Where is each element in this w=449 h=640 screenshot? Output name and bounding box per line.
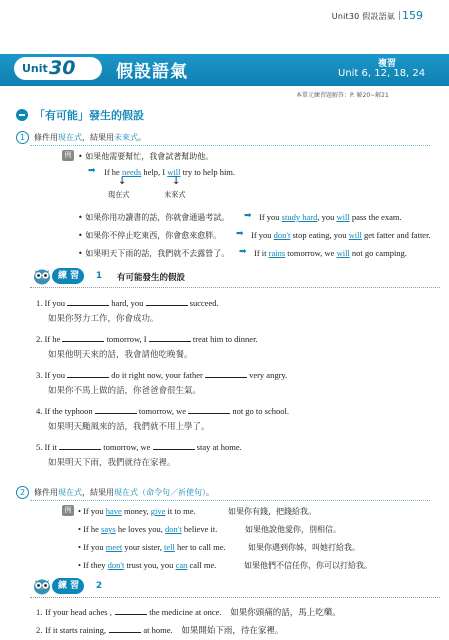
answer-blank[interactable] [153, 441, 195, 450]
text-part: call me. [187, 560, 217, 570]
practice-question [36, 441, 242, 452]
owl-icon [32, 267, 52, 285]
verb-underlined: can [175, 560, 188, 570]
practice-question [36, 297, 219, 308]
verb-underlined: needs [121, 167, 142, 177]
label-present: 現在式 [108, 190, 130, 199]
bullet-zh: 如果你遇到你姊，叫她打給我。 [248, 543, 360, 552]
practice-divider [30, 287, 440, 288]
text-part: help, I [141, 167, 168, 177]
answer-blank[interactable] [149, 333, 191, 342]
question-number: 3. [36, 370, 43, 380]
answer-blank[interactable] [62, 333, 104, 342]
text-part: he loves you, [115, 524, 166, 534]
question-text: tomorrow, we [103, 442, 151, 452]
question-number: 2. [36, 625, 43, 635]
section-title: 「有可能」發生的假設 [34, 109, 144, 122]
question-translation: 如果明天颱風來的話，我們就不用上學了。 [48, 422, 210, 432]
answer-blank[interactable] [67, 297, 109, 306]
running-title: Unit30 假設語氣 [331, 12, 395, 21]
bullet-en [78, 560, 216, 570]
rule-text-part: ，結果用 [82, 488, 114, 497]
answer-blank[interactable] [146, 297, 188, 306]
question-translation: 如果你頭痛的話，馬上吃藥。 [230, 608, 341, 618]
question-text: at home. [143, 625, 173, 635]
text-part: If it [254, 248, 269, 258]
bullet-zh: • 如果你不停止吃東西，你會愈來愈胖。 [78, 231, 222, 240]
practice-question [36, 624, 283, 636]
verb-underlined: don't [165, 524, 182, 534]
rule-keyword: 未來式 [114, 133, 138, 142]
practice-label: 練 習 [52, 578, 84, 594]
rule-divider [30, 500, 430, 501]
question-text: If you [44, 298, 66, 308]
practice-question [36, 405, 289, 416]
practice-question [36, 333, 258, 344]
text-part: If you [251, 230, 274, 240]
text-part: • If you [78, 542, 106, 552]
rule-text [34, 487, 214, 498]
verb-underlined: give [150, 506, 166, 516]
bullet-en [254, 248, 407, 258]
bullet-en [251, 230, 431, 240]
question-text: If he [44, 334, 61, 344]
text-part: get fatter and fatter. [361, 230, 431, 240]
question-text: succeed. [189, 298, 219, 308]
practice-title: 有可能發生的假設 [117, 273, 186, 283]
verb-underlined: rains [268, 248, 286, 258]
question-text: If the typhoon [44, 406, 93, 416]
minus-circle-icon [16, 109, 28, 121]
header-separator [399, 11, 400, 20]
question-translation: 如果明天下雨，我們就待在家裡。 [48, 458, 176, 468]
answer-blank[interactable] [188, 405, 230, 414]
practice-divider [30, 597, 440, 598]
rule-text-part: 條件用 [34, 133, 58, 142]
verb-underlined: don't [273, 230, 291, 240]
answer-blank[interactable] [115, 606, 147, 615]
text-part: your sister, [122, 542, 164, 552]
unit-number: 30 [49, 57, 76, 79]
label-future: 未來式 [164, 190, 186, 199]
verb-underlined: tell [163, 542, 175, 552]
answer-blank[interactable] [109, 624, 141, 633]
text-part: try to help him. [180, 167, 236, 177]
bullet-en [78, 506, 196, 516]
text-part: • If they [78, 560, 108, 570]
down-arrow-icon: ↓ [118, 176, 127, 187]
verb-underlined: will [167, 167, 181, 177]
owl-icon [32, 577, 52, 595]
answer-blank[interactable] [205, 369, 247, 378]
rule-text-part: 。 [138, 133, 146, 142]
review-label: 複習 [378, 59, 397, 69]
verb-underlined: will [348, 230, 362, 240]
practice-question [36, 606, 341, 618]
arrow-right-icon: ➡ [239, 247, 247, 257]
rule-number: 1 [16, 131, 29, 144]
arrow-right-icon: ➡ [88, 166, 96, 176]
question-number: 1. [36, 298, 43, 308]
bullet-en [78, 542, 226, 552]
practice-label: 練 習 [52, 268, 84, 284]
bullet-zh: 如果他們不信任你，你可以打給我。 [244, 561, 372, 570]
text-part: If you [259, 212, 282, 222]
question-number: 5. [36, 442, 43, 452]
question-text: the medicine at once. [149, 607, 222, 617]
practice-number: 1 [92, 269, 106, 283]
rule-keyword: 現在式（命令句／祈使句） [114, 488, 206, 497]
verb-underlined: have [105, 506, 122, 516]
practice-number: 2 [92, 579, 106, 593]
question-text: very angry. [249, 370, 288, 380]
question-number: 2. [36, 334, 43, 344]
verb-underlined: don't [107, 560, 125, 570]
question-number: 4. [36, 406, 43, 416]
question-text: tomorrow, I [106, 334, 147, 344]
question-text: If you [44, 370, 66, 380]
bullet-en [259, 212, 402, 222]
bullet-en [78, 524, 217, 534]
question-text: do it right now, your father [111, 370, 203, 380]
text-part: • If you [78, 506, 106, 516]
text-part: stop eating, you [290, 230, 349, 240]
question-text: If it [44, 442, 58, 452]
rule-text-part: 。 [206, 488, 214, 497]
text-part: money, [121, 506, 151, 516]
verb-underlined: meet [105, 542, 123, 552]
bullet-zh: 如果他說他愛你，別相信。 [245, 525, 341, 534]
text-part: pass the exam. [349, 212, 402, 222]
answer-blank[interactable] [95, 405, 137, 414]
example-tag: 例 [62, 505, 74, 516]
answer-blank[interactable] [59, 441, 101, 450]
question-translation: 如果開始下雨，待在家裡。 [181, 626, 284, 636]
verb-underlined: says [101, 524, 116, 534]
rule-text [34, 132, 146, 143]
verb-underlined: will [336, 212, 350, 222]
text-part: believe it. [181, 524, 218, 534]
bullet-zh: • 如果明天下雨的話，我們就不去露營了。 [78, 249, 230, 258]
question-text: stay at home. [196, 442, 242, 452]
rule-keyword: 現在式 [58, 133, 82, 142]
chapter-title: 假設語氣 [116, 62, 188, 82]
rule-text-part: ，結果用 [82, 133, 114, 142]
question-text: If it starts raining, [45, 625, 106, 635]
verb-underlined: will [336, 248, 350, 258]
question-translation: 如果他明天來的話，我會請他吃晚餐。 [48, 350, 193, 360]
text-part: it to me. [165, 506, 196, 516]
question-translation: 如果你不馬上做的話，你爸爸會很生氣。 [48, 386, 202, 396]
question-text: If your head aches , [45, 607, 112, 617]
review-units: Unit 6, 12, 18, 24 [338, 68, 426, 79]
text-part: trust you, you [124, 560, 176, 570]
text-part: If he [104, 167, 122, 177]
text-part: , you [317, 212, 337, 222]
practice-question [36, 369, 287, 380]
page-number: 159 [402, 9, 423, 22]
down-arrow-icon: ↓ [172, 176, 181, 187]
verb-underlined: study hard [281, 212, 318, 222]
rule-keyword: 現在式 [58, 488, 82, 497]
text-part: • If he [78, 524, 102, 534]
question-translation: 如果你努力工作，你會成功。 [48, 314, 159, 324]
question-text: tomorrow, we [138, 406, 187, 416]
answer-blank[interactable] [67, 369, 109, 378]
question-text: not go to school. [232, 406, 289, 416]
arrow-right-icon: ➡ [244, 211, 252, 221]
unit-label: Unit [22, 62, 48, 75]
example-zh: • 如果他需要幫忙，我會試著幫助他。 [78, 152, 214, 161]
example-tag: 例 [62, 150, 74, 161]
question-text: treat him to dinner. [192, 334, 258, 344]
rule-number: 2 [16, 486, 29, 499]
rule-text-part: 條件用 [34, 488, 58, 497]
question-text: hard, you [111, 298, 144, 308]
question-number: 1. [36, 607, 43, 617]
answer-reference: 本單元練習題解答：P. 解20∼解21 [296, 92, 389, 99]
arrow-right-icon: ➡ [236, 229, 244, 239]
text-part: her to call me. [174, 542, 226, 552]
bullet-zh: 如果你有錢，把錢給我。 [228, 507, 316, 516]
text-part: not go camping. [349, 248, 407, 258]
rule-divider [30, 145, 430, 146]
text-part: tomorrow, we [285, 248, 337, 258]
bullet-zh: • 如果你用功讀書的話，你就會通過考試。 [78, 213, 230, 222]
